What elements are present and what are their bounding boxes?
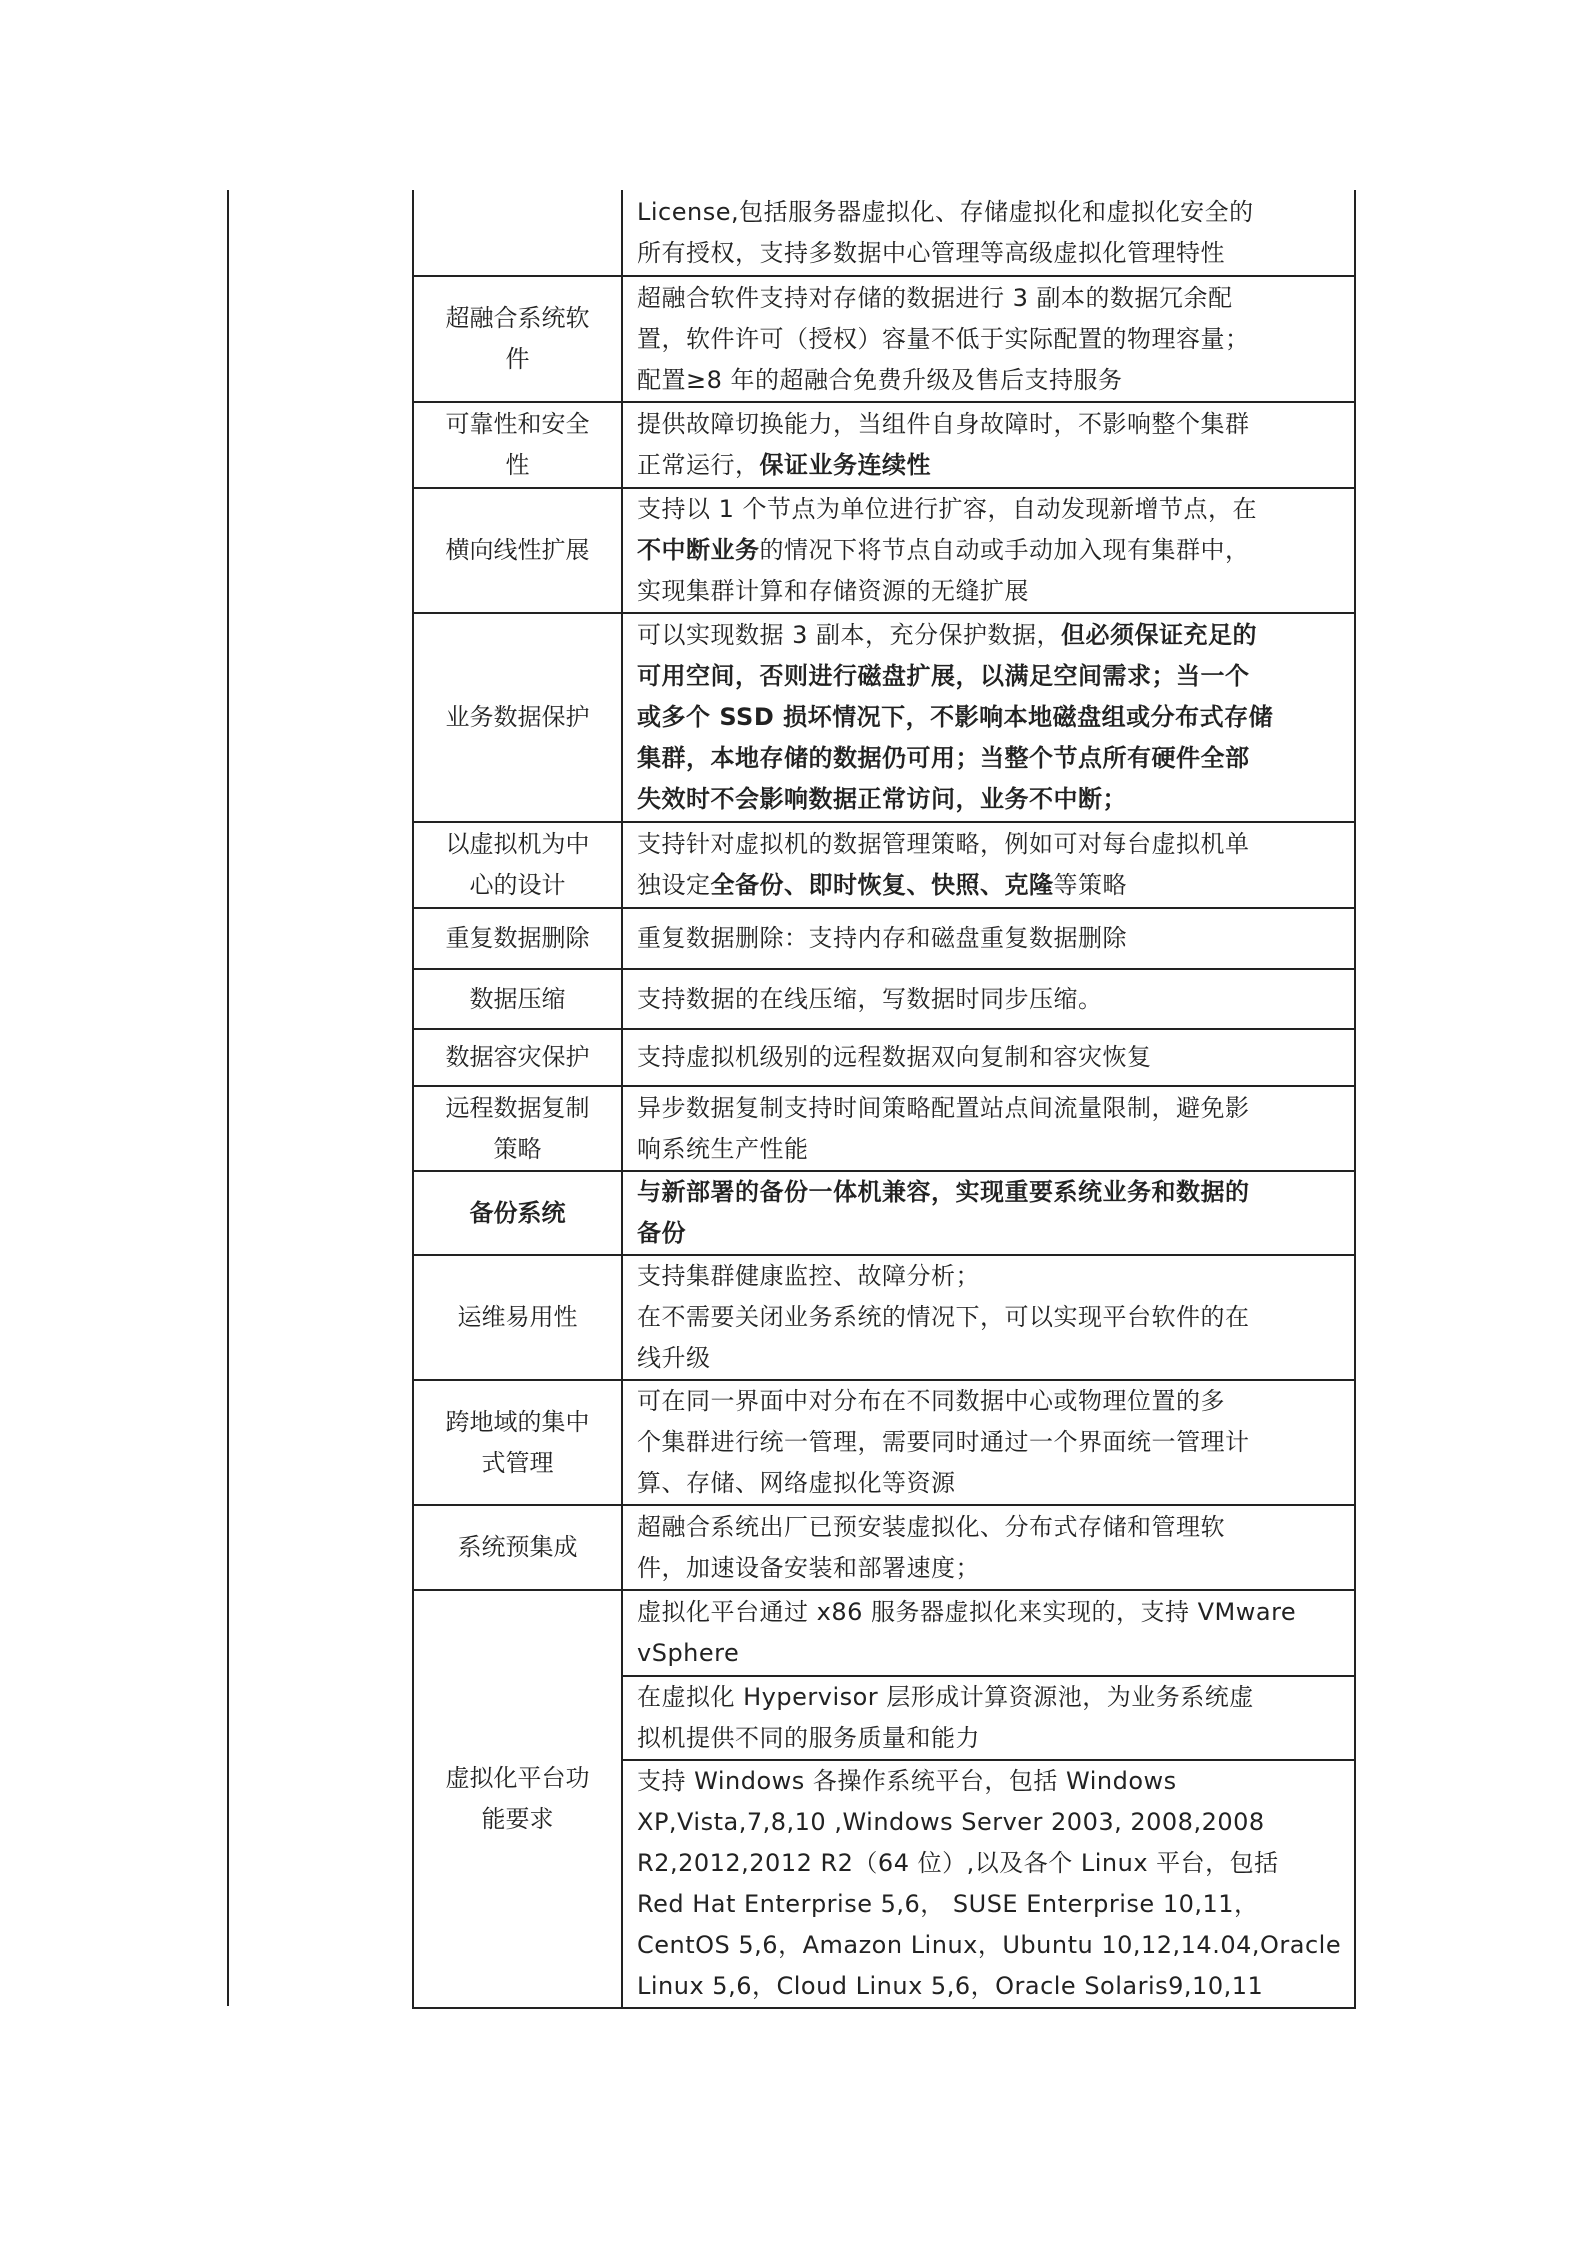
text: 支持集群健康监控、故障分析； <box>637 1262 980 1290</box>
description-line <box>637 1884 1340 1925</box>
table-row <box>413 1171 1355 1255</box>
text: 支持 Windows 各操作系统平台，包括 Windows <box>637 1767 1177 1795</box>
feature-name-line: 性 <box>505 451 530 479</box>
table-row <box>413 1505 1355 1590</box>
bold-text: 保证业务连续性 <box>759 451 931 479</box>
table-row <box>413 822 1355 908</box>
text: 配置≥8 年的超融合免费升级及售后支持服务 <box>637 365 1123 394</box>
feature-name-line: 策略 <box>493 1134 542 1163</box>
description-line <box>637 1633 1340 1674</box>
table-row <box>413 276 1355 402</box>
description-line <box>637 918 1340 959</box>
description-line <box>637 656 1340 697</box>
description-line <box>637 865 1340 906</box>
feature-name-cell <box>413 969 622 1029</box>
table-row <box>413 402 1355 488</box>
text: 在虚拟化 Hypervisor 层形成计算资源池，为业务系统虚 <box>637 1683 1254 1711</box>
description-line <box>637 571 1340 612</box>
text: CentOS 5,6，Amazon Linux，Ubuntu 10,12,14.04,Oracle <box>637 1931 1342 1959</box>
description-line <box>637 1592 1340 1633</box>
requirement-cell <box>622 822 1355 908</box>
outer-table-border <box>227 190 229 2006</box>
requirement-cell <box>622 1505 1355 1590</box>
feature-name-line: 跨地域的集中 <box>445 1407 590 1436</box>
feature-name-cell <box>413 613 622 822</box>
requirement-cell <box>622 1029 1355 1086</box>
table-row <box>413 1380 1355 1505</box>
bold-text: 全备份、即时恢复、快照、克隆 <box>710 871 1054 899</box>
table-row <box>413 1029 1355 1086</box>
requirement-cell <box>622 190 1355 276</box>
requirement-cell <box>622 1760 1355 2008</box>
requirement-cell <box>622 1676 1355 1760</box>
description-line <box>637 1297 1340 1338</box>
text: XP,Vista,7,8,10 ,Windows Server 2003, 2008,2008 <box>637 1808 1265 1836</box>
feature-name-line: 重复数据删除 <box>445 924 590 952</box>
text: 线升级 <box>637 1344 711 1372</box>
feature-name-line: 备份系统 <box>469 1198 566 1227</box>
text: License,包括服务器虚拟化、存储虚拟化和虚拟化安全的 <box>637 197 1254 226</box>
feature-name-line: 可靠性和安全 <box>445 410 590 438</box>
requirement-cell <box>622 1086 1355 1171</box>
description-line <box>637 1677 1340 1718</box>
bold-text: 不中断业务 <box>637 536 760 564</box>
feature-name-line: 超融合系统软 <box>445 304 590 332</box>
text: 拟机提供不同的服务质量和能力 <box>637 1724 980 1752</box>
table-row <box>413 488 1355 613</box>
text: Red Hat Enterprise 5,6， SUSE Enterprise 10,11， <box>637 1890 1259 1918</box>
description-line <box>637 489 1340 530</box>
description-line <box>637 530 1340 571</box>
text: 重复数据删除：支持内存和磁盘重复数据删除 <box>637 924 1127 952</box>
description-line <box>637 1213 1340 1254</box>
description-line <box>637 233 1340 274</box>
description-line <box>637 824 1340 865</box>
description-line <box>637 738 1340 779</box>
description-line <box>637 1256 1340 1297</box>
description-line <box>637 979 1340 1020</box>
text: 支持数据的在线压缩，写数据时同步压缩。 <box>637 984 1103 1013</box>
requirement-cell <box>622 969 1355 1029</box>
feature-name-line: 虚拟化平台功 <box>445 1764 590 1792</box>
description-line <box>637 1037 1340 1078</box>
feature-name-line: 系统预集成 <box>457 1533 578 1561</box>
feature-name-cell <box>413 822 622 908</box>
description-line <box>637 1463 1340 1504</box>
description-line <box>637 615 1340 656</box>
description-line <box>637 1088 1340 1129</box>
requirement-cell <box>622 1590 1355 1676</box>
description-line <box>637 319 1340 360</box>
description-line <box>637 360 1340 401</box>
feature-name-line: 远程数据复制 <box>445 1093 590 1122</box>
text: 的情况下将节点自动或手动加入现有集群中， <box>759 536 1250 564</box>
spec-table-body <box>413 190 1355 2008</box>
feature-name-cell <box>413 1505 622 1590</box>
description-line <box>637 1172 1340 1213</box>
text: 独设定 <box>637 871 711 899</box>
feature-name-line: 数据压缩 <box>469 984 566 1013</box>
description-line <box>637 1507 1340 1548</box>
text: 异步数据复制支持时间策略配置站点间流量限制，避免影 <box>637 1093 1250 1122</box>
text: R2,2012,2012 R2（64 位）,以及各个 Linux 平台，包括 <box>637 1849 1279 1877</box>
feature-name-line: 以虚拟机为中 <box>445 830 590 858</box>
bold-text: 与新部署的备份一体机兼容，实现重要系统业务和数据的 <box>637 1178 1250 1206</box>
text: 提供故障切换能力，当组件自身故障时，不影响整个集群 <box>637 410 1250 438</box>
feature-name-cell <box>413 402 622 488</box>
text: 个集群进行统一管理，需要同时通过一个界面统一管理计 <box>637 1428 1250 1456</box>
requirement-cell <box>622 488 1355 613</box>
text: 置，软件许可（授权）容量不低于实际配置的物理容量； <box>637 324 1250 353</box>
text: 所有授权，支持多数据中心管理等高级虚拟化管理特性 <box>637 238 1225 267</box>
requirement-cell <box>622 1255 1355 1380</box>
text: 支持虚拟机级别的远程数据双向复制和容灾恢复 <box>637 1043 1152 1071</box>
description-line <box>637 1422 1340 1463</box>
requirement-cell <box>622 1380 1355 1505</box>
text: Linux 5,6，Cloud Linux 5,6，Oracle Solaris9,10,11 <box>637 1972 1264 2000</box>
feature-name-cell <box>413 1590 622 2008</box>
text: 支持以 1 个节点为单位进行扩容，自动发现新增节点，在 <box>637 495 1258 523</box>
description-line <box>637 1925 1340 1966</box>
text: 虚拟化平台通过 x86 服务器虚拟化来实现的，支持 VMware <box>637 1598 1297 1626</box>
text: 件，加速设备安装和部署速度； <box>637 1553 980 1582</box>
description-line <box>637 1843 1340 1884</box>
bold-text: 失效时不会影响数据正常访问，业务不中断； <box>637 785 1127 813</box>
feature-name-line: 能要求 <box>481 1805 554 1833</box>
bold-text: 或多个 SSD 损坏情况下，不影响本地磁盘组或分布式存储 <box>637 703 1274 731</box>
feature-name-cell <box>413 488 622 613</box>
feature-name-cell <box>413 1255 622 1380</box>
description-line <box>637 1338 1340 1379</box>
feature-name-cell <box>413 908 622 969</box>
bold-text: 集群，本地存储的数据仍可用；当整个节点所有硬件全部 <box>637 744 1250 772</box>
text: 超融合系统出厂已预安装虚拟化、分布式存储和管理软 <box>637 1512 1225 1541</box>
text: 实现集群计算和存储资源的无缝扩展 <box>637 577 1029 605</box>
feature-name-line: 心的设计 <box>469 871 566 899</box>
text: 等策略 <box>1053 871 1127 899</box>
table-row <box>413 190 1355 276</box>
feature-name-cell <box>413 1380 622 1505</box>
text: 支持针对虚拟机的数据管理策略，例如可对每台虚拟机单 <box>637 830 1250 858</box>
description-line <box>637 445 1340 486</box>
description-line <box>637 779 1340 820</box>
requirement-cell <box>622 276 1355 402</box>
description-line <box>637 1129 1340 1170</box>
text: 算、存储、网络虚拟化等资源 <box>637 1469 956 1497</box>
feature-name-cell <box>413 190 622 276</box>
description-line <box>637 1381 1340 1422</box>
table-row <box>413 908 1355 969</box>
description-line <box>637 697 1340 738</box>
feature-name-line: 件 <box>505 345 530 373</box>
feature-name-cell <box>413 1171 622 1255</box>
text: 响系统生产性能 <box>637 1134 809 1163</box>
bold-text: 可用空间，否则进行磁盘扩展，以满足空间需求；当一个 <box>637 662 1250 690</box>
table-row <box>413 1255 1355 1380</box>
text: 在不需要关闭业务系统的情况下，可以实现平台软件的在 <box>637 1303 1250 1331</box>
text: 可以实现数据 3 副本，充分保护数据， <box>637 621 1062 649</box>
feature-name-cell <box>413 276 622 402</box>
requirement-cell <box>622 1171 1355 1255</box>
text: 正常运行， <box>637 451 760 479</box>
description-line <box>637 1761 1340 1802</box>
bold-text: 但必须保证充足的 <box>1061 621 1258 649</box>
description-line <box>637 1548 1340 1589</box>
feature-name-line: 数据容灾保护 <box>445 1043 590 1071</box>
description-line <box>637 278 1340 319</box>
text: 可在同一界面中对分布在不同数据中心或物理位置的多 <box>637 1387 1225 1415</box>
requirement-cell <box>622 402 1355 488</box>
description-line <box>637 1966 1340 2007</box>
text: vSphere <box>637 1639 740 1667</box>
feature-name-line: 业务数据保护 <box>445 703 590 731</box>
feature-name-line: 式管理 <box>481 1448 554 1477</box>
bold-text: 备份 <box>637 1219 686 1247</box>
table-row <box>413 1086 1355 1171</box>
description-line <box>637 404 1340 445</box>
description-line <box>637 192 1340 233</box>
spec-table <box>412 190 1356 2009</box>
text: 超融合软件支持对存储的数据进行 3 副本的数据冗余配 <box>637 283 1233 312</box>
feature-name-cell <box>413 1086 622 1171</box>
requirement-cell <box>622 908 1355 969</box>
feature-name-line: 横向线性扩展 <box>445 536 590 564</box>
feature-name-cell <box>413 1029 622 1086</box>
description-line <box>637 1802 1340 1843</box>
table-row <box>413 969 1355 1029</box>
table-row <box>413 613 1355 822</box>
requirement-cell <box>622 613 1355 822</box>
description-line <box>637 1718 1340 1759</box>
table-row <box>413 1590 1355 1676</box>
feature-name-line: 运维易用性 <box>457 1303 578 1331</box>
